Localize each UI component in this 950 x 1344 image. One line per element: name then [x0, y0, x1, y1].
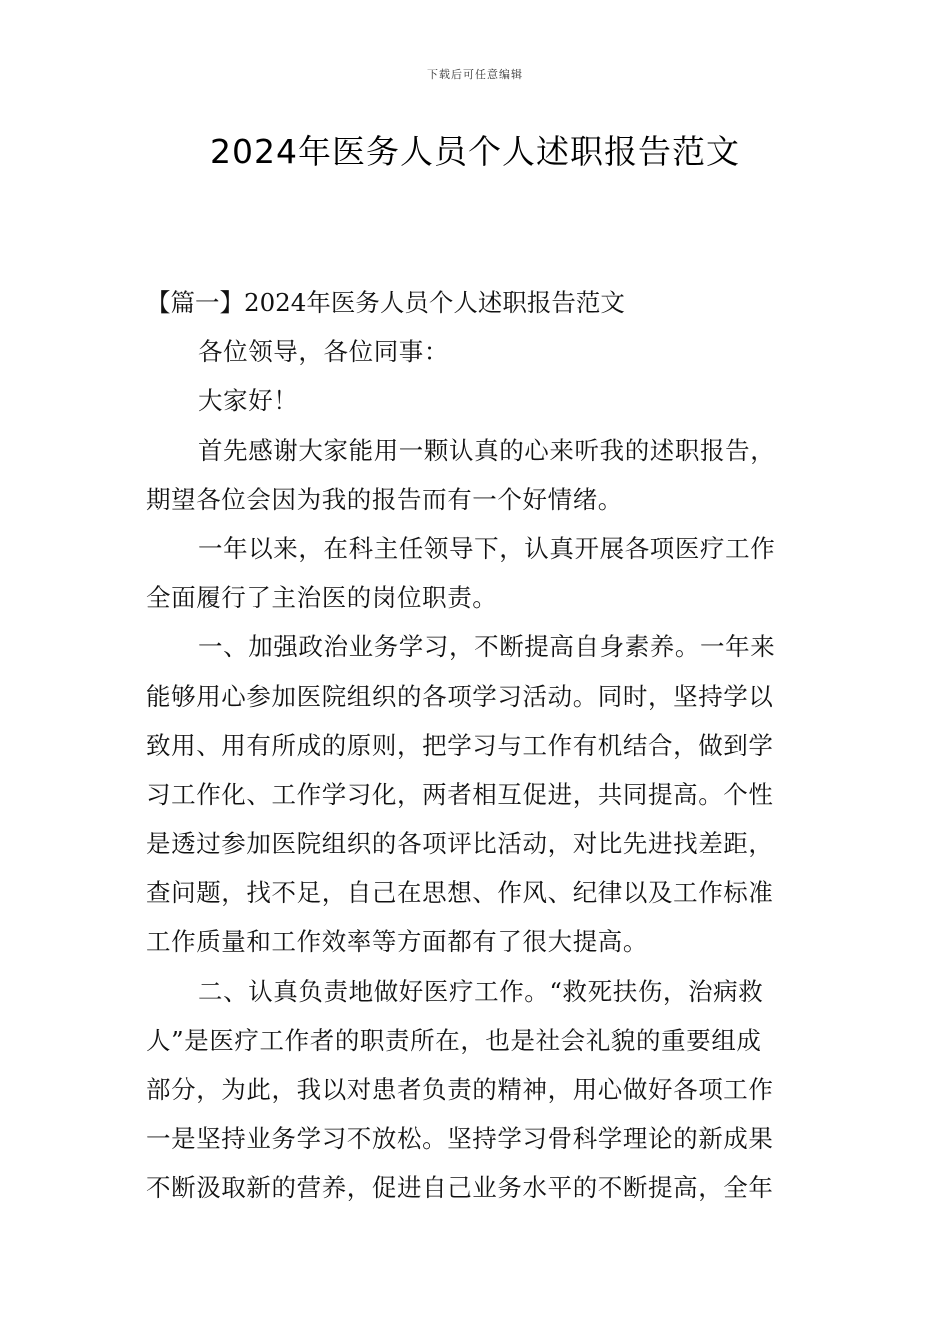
paragraph-line: 人”是医疗工作者的职责所在，也是社会礼貌的重要组成 — [146, 1025, 762, 1055]
paragraph-line: 习工作化、工作学习化，两者相互促进，共同提高。个性 — [146, 779, 774, 809]
document-body — [146, 278, 806, 1213]
document-title: 2024年医务人员个人述职报告范文 — [210, 132, 740, 171]
paragraph-line: 期望各位会因为我的报告而有一个好情绪。 — [146, 484, 623, 514]
paragraph-line: 查问题，找不足，自己在思想、作风、纪律以及工作标准 — [146, 878, 774, 908]
paragraph-line: 一、加强政治业务学习，不断提高自身素养。一年来 — [198, 632, 776, 662]
greeting-line: 各位领导，各位同事： — [198, 337, 449, 367]
paragraph-line: 是透过参加医院组织的各项评比活动，对比先进找差距， — [146, 829, 774, 859]
paragraph-line: 部分，为此，我以对患者负责的精神，用心做好各项工作 — [146, 1075, 774, 1104]
paragraph-line: 致用、用有所成的原则，把学习与工作有机结合，做到学 — [146, 730, 774, 760]
paragraph-line: 一是坚持业务学习不放松。坚持学习骨科学理论的新成果 — [146, 1124, 774, 1154]
paragraph-line: 首先感谢大家能用一颗认真的心来听我的述职报告， — [198, 435, 776, 465]
paragraph-line: 能够用心参加医院组织的各项学习活动。同时，坚持学以 — [146, 681, 774, 711]
paragraph-line: 二、认真负责地做好医疗工作。“救死扶伤，治病救 — [198, 976, 764, 1006]
section-heading: 【篇一】2024年医务人员个人述职报告范文 — [146, 288, 625, 317]
header-note: 下载后可任意编辑 — [427, 68, 523, 81]
paragraph-line: 一年以来，在科主任领导下，认真开展各项医疗工作 — [198, 533, 776, 563]
paragraph-line: 不断汲取新的营养，促进自己业务水平的不断提高，全年 — [146, 1173, 774, 1203]
paragraph-line: 工作质量和工作效率等方面都有了很大提高。 — [146, 927, 648, 957]
greeting-line: 大家好！ — [198, 386, 299, 416]
paragraph-line: 全面履行了主治医的岗位职责。 — [146, 583, 498, 613]
